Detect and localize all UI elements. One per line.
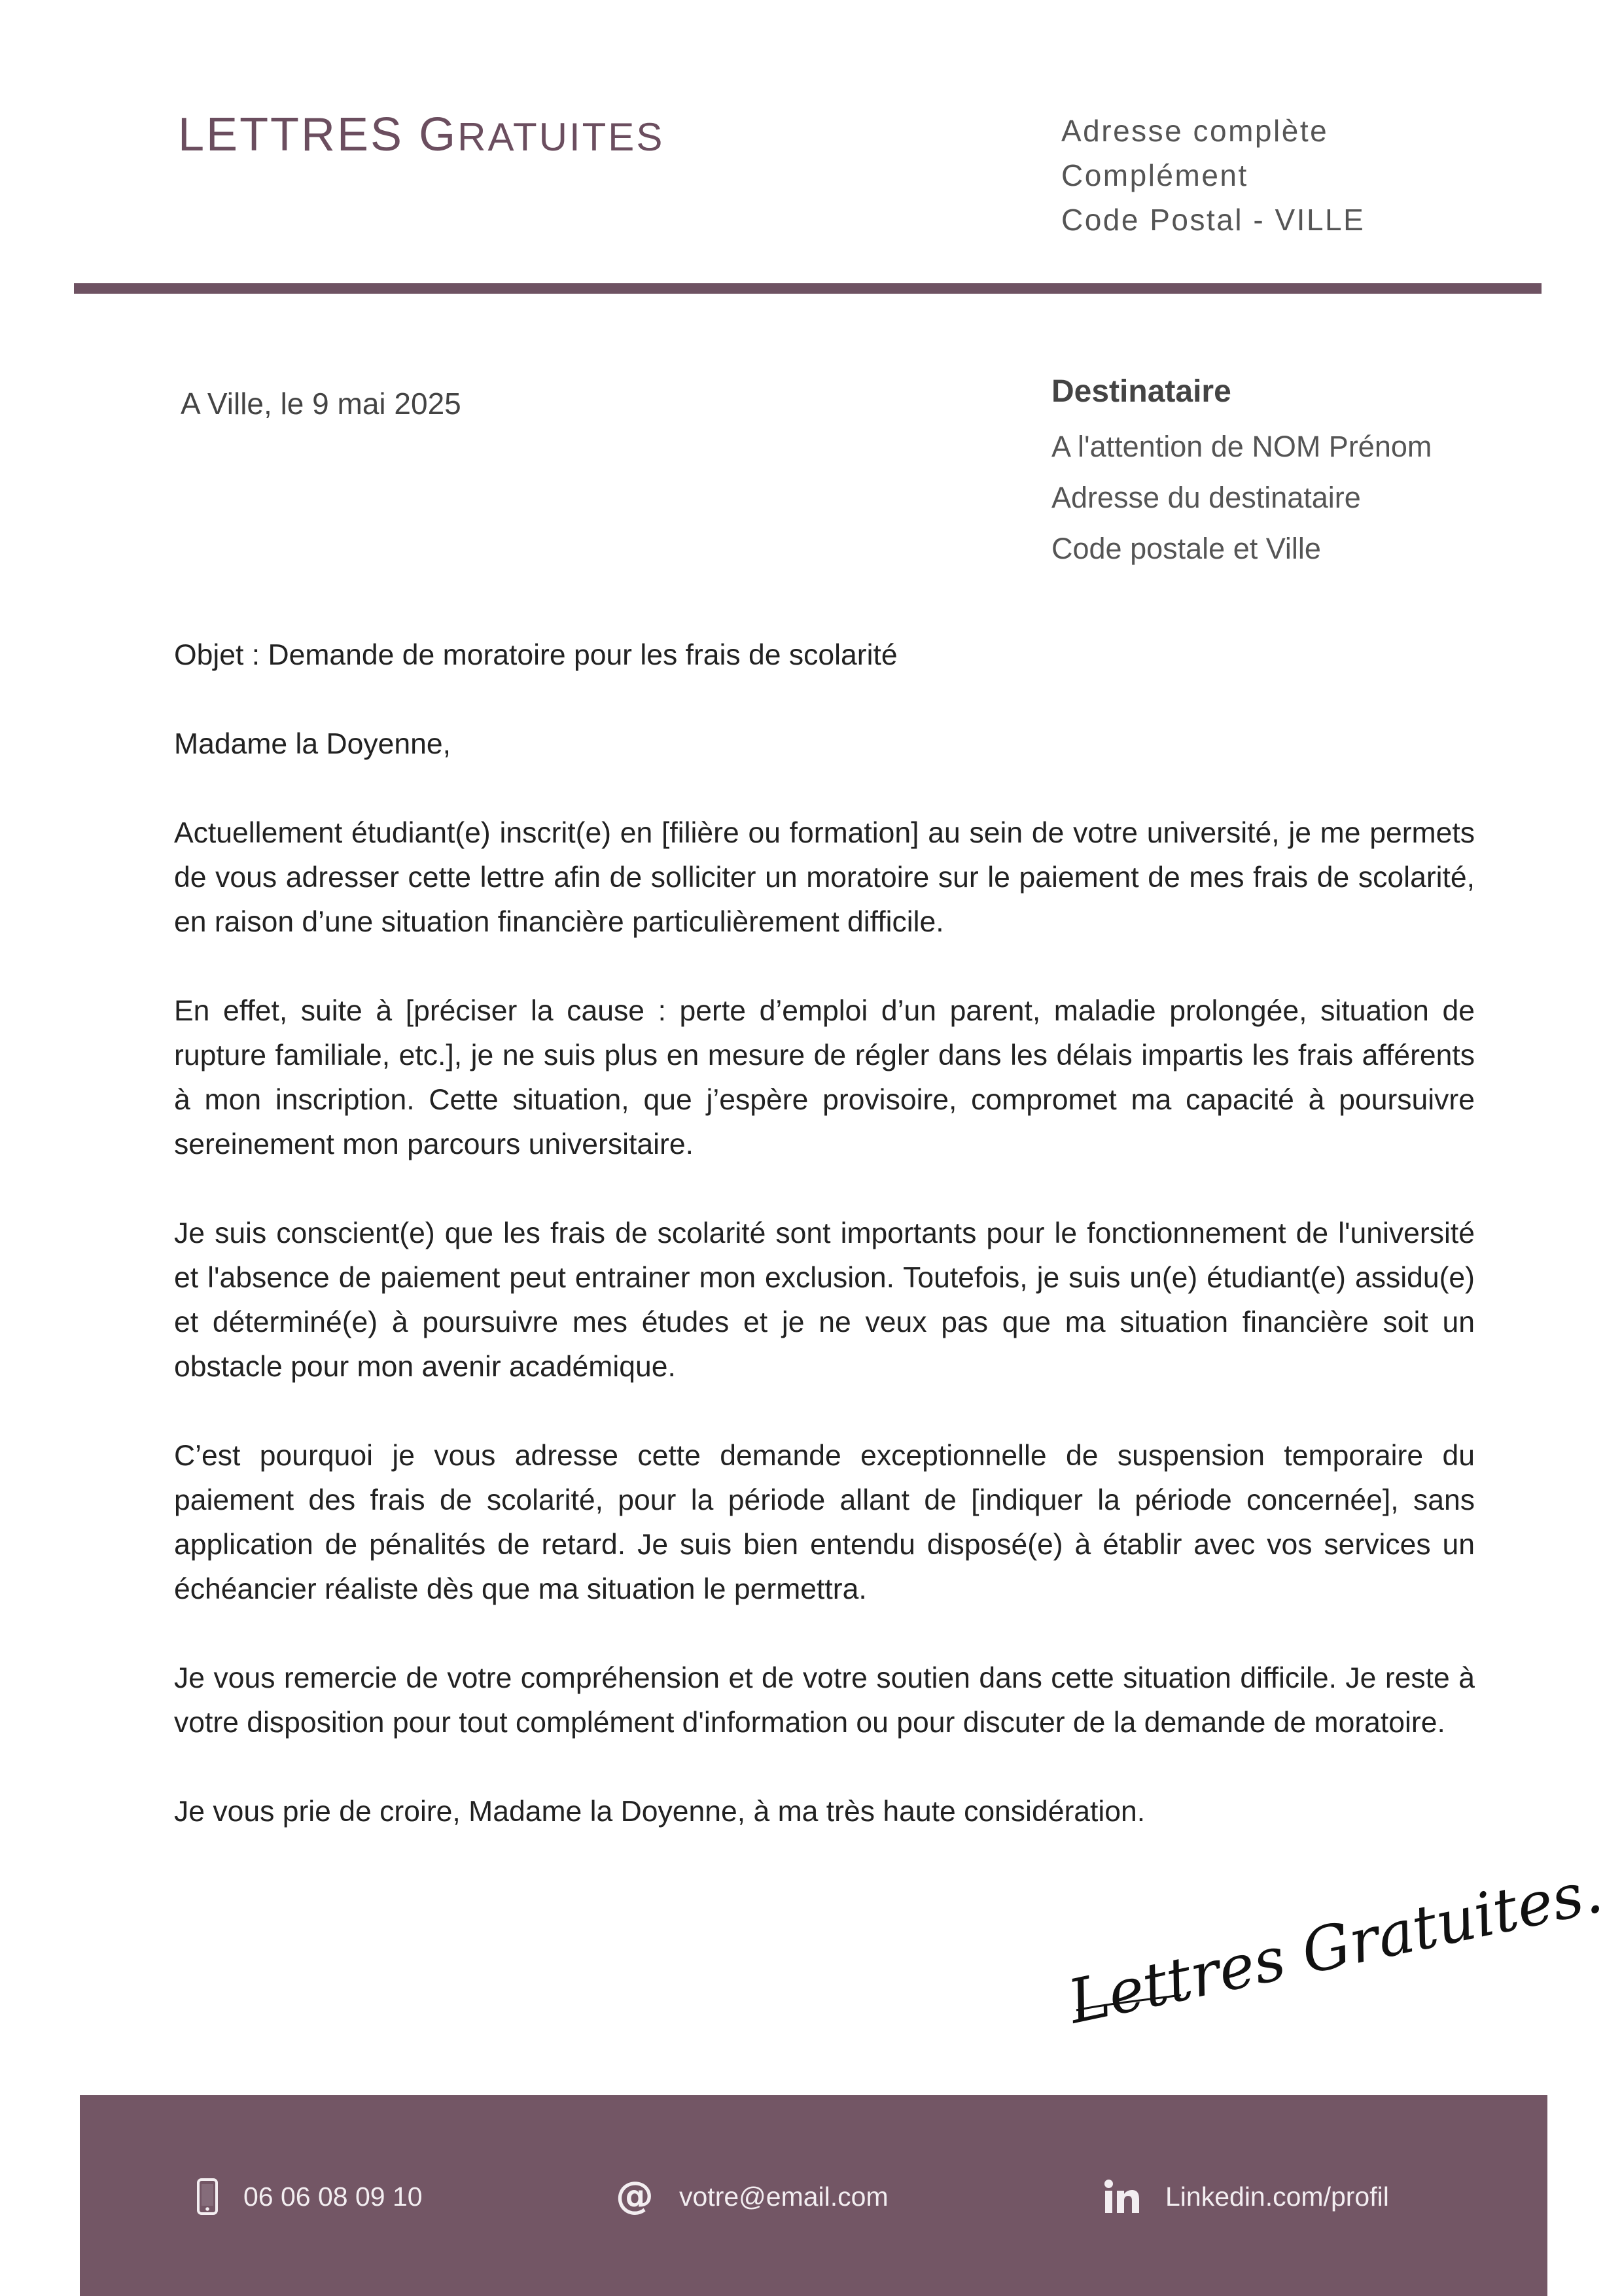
contact-footer: [80, 2095, 1547, 2296]
signature-text: Lettres Gratuites.: [1062, 1856, 1608, 2038]
handwritten-signature: [1050, 1856, 1608, 2038]
brand-initial-g: G: [419, 109, 458, 161]
at-sign-icon: [615, 2173, 654, 2218]
letter-salutation: Madame la Doyenne,: [174, 728, 451, 760]
letter-paragraph-1: Actuellement étudiant(e) inscrit(e) en [filière ou formation] au sein de votre université, je me permets de vous adresser cette lettre afin de solliciter un moratoire sur le paiement de mes frais de scolarité, en raison d’une situation financière particulièrement difficile.: [174, 817, 1475, 938]
footer-linkedin: [1104, 2174, 1389, 2219]
recipient-line-3: Code postale et Ville: [1051, 532, 1321, 565]
phone-icon: [196, 2178, 219, 2216]
date-line: A Ville, le 9 mai 2025: [181, 387, 461, 421]
linkedin-url[interactable]: Linkedin.com/profil: [1165, 2181, 1389, 2212]
letter-paragraph-3: Je suis conscient(e) que les frais de scolarité sont importants pour le fonctionnement de l'université et l'absence de paiement peut entrainer mon exclusion. Toutefois, je suis un(e) étudiant(e) assidu(e) et déterminé(e) à poursuivre mes études et je ne veux pas que ma situation financière soit un obstacle pour mon avenir académique.: [174, 1217, 1475, 1383]
footer-email: [615, 2174, 889, 2219]
signature-graphic: [1050, 1856, 1608, 2038]
linkedin-icon: [1104, 2179, 1140, 2214]
footer-phone: [196, 2174, 423, 2219]
brand-word-lettres: LETTRES: [178, 109, 404, 161]
letter-closing: Je vous prie de croire, Madame la Doyenne, à ma très haute considération.: [174, 1796, 1146, 1828]
sender-address-line-2: Complément: [1061, 158, 1248, 192]
brand-logo: [178, 109, 665, 161]
sender-address-line-1: Adresse complète: [1061, 114, 1329, 148]
letter-paragraph-2: En effet, suite à [préciser la cause : perte d’emploi d’un parent, maladie prolongée, situation de rupture familiale, etc.], je ne suis plus en mesure de régler dans les délais impartis les frais afférents à mon inscription. Cette situation, que j’espère provisoire, compromet ma capacité à poursuivre sereinement mon parcours universitaire.: [174, 995, 1475, 1160]
svg-text:@: @: [616, 2173, 654, 2218]
recipient-line-2: Adresse du destinataire: [1051, 481, 1361, 514]
phone-number[interactable]: 06 06 08 09 10: [243, 2181, 423, 2212]
letter-paragraph-5: Je vous remercie de votre compréhension et de votre soutien dans cette situation difficile. Je reste à votre disposition pour tout complément d'information ou pour discuter de la demande de moratoire.: [174, 1662, 1475, 1739]
email-address[interactable]: votre@email.com: [679, 2181, 889, 2212]
recipient-block: [1051, 370, 1432, 574]
letter-paragraph-4: C’est pourquoi je vous adresse cette demande exceptionnelle de suspension temporaire du paiement des frais de scolarité, pour la période allant de [indiquer la période concernée], sans application de pénalités de retard. Je suis bien entendu disposé(e) à établir avec vos services un échéancier réaliste dès que ma situation le permettra.: [174, 1440, 1475, 1605]
sender-address-line-3: Code Postal - VILLE: [1061, 203, 1366, 237]
recipient-line-1: A l'attention de NOM Prénom: [1051, 430, 1432, 463]
recipient-title: Destinataire: [1051, 374, 1231, 409]
letter-subject: Objet : Demande de moratoire pour les frais de scolarité: [174, 639, 898, 671]
sender-address: [1061, 109, 1365, 242]
header-divider: [74, 283, 1542, 294]
letter-body: [174, 633, 1475, 1879]
brand-word-gratuites: RATUITES: [457, 115, 665, 159]
